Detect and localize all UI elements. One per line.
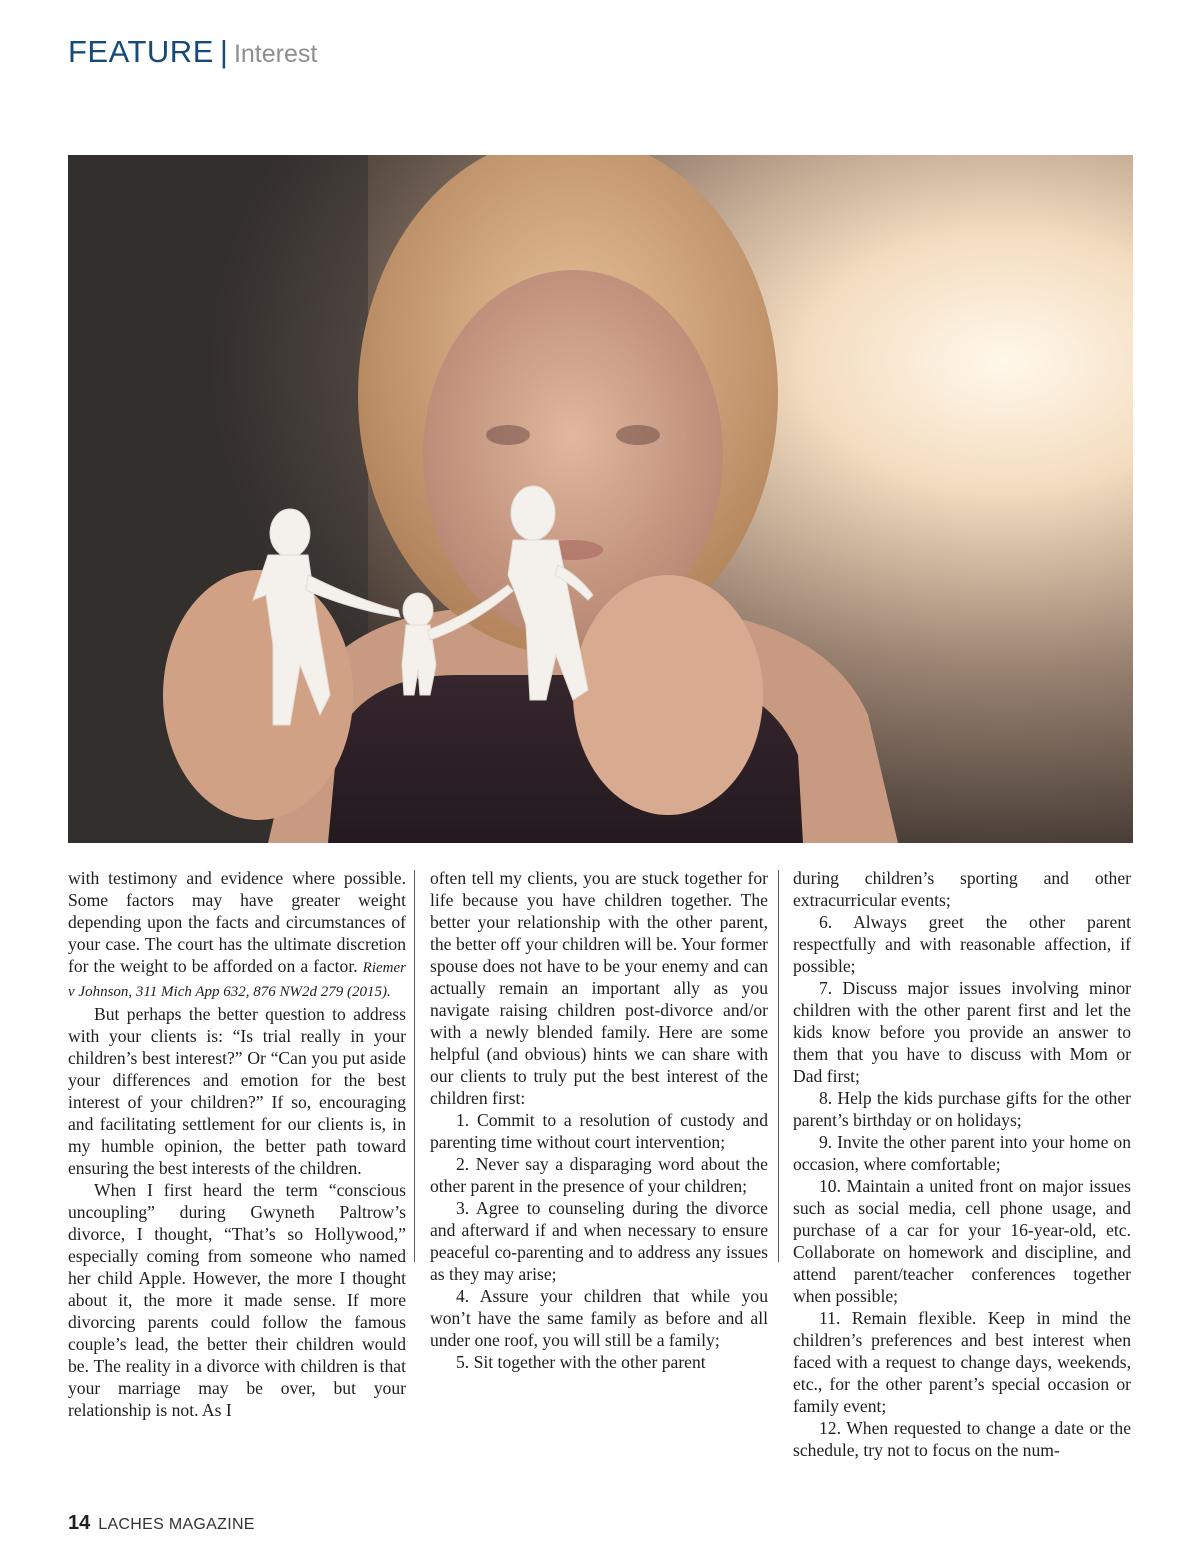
header-separator: |: [219, 34, 228, 69]
magazine-name: LACHES MAGAZINE: [98, 1516, 255, 1533]
feature-photo: [68, 155, 1133, 843]
list-item-3: 3. Agree to counseling during the divorce and afterward if and when necessary to ensure peaceful co-parenting and to address any issues as they may arise;: [430, 1198, 768, 1284]
list-item-8: 8. Help the kids purchase gifts for the other parent’s birthday or on holidays;: [793, 1088, 1131, 1130]
section-subtitle: Interest: [233, 40, 318, 68]
list-item-2: 2. Never say a disparaging word about the other parent in the presence of your children;: [430, 1154, 768, 1196]
list-item-5: 5. Sit together with the other parent: [456, 1352, 706, 1372]
list-item-11: 11. Remain flexible. Keep in mind the children’s preferences and best interest when faced with a request to change days, weekends, etc., for the other parent’s special occasion or family event;: [793, 1308, 1131, 1416]
column1-paragraph-1-text: with testimony and evidence where possible. Some factors may have greater weight depending upon the facts and circumstances of your case. The court has the ultimate discretion for the weight to be afforded on a factor.: [68, 868, 406, 976]
list-item-10: 10. Maintain a united front on major issues such as social media, cell phone usage, and purchase of a car for your 16-year-old, etc. Collaborate on homework and discipline, and attend parent/teacher conferences together when possible;: [793, 1176, 1131, 1306]
section-title: FEATURE: [68, 34, 214, 69]
text-column-1: [68, 867, 406, 1421]
case-citation: Riemer v Johnson, 311 Mich App 632, 876 NW2d 279 (2015).: [68, 960, 406, 1000]
column1-paragraph-2: But perhaps the better question to address with your clients is: “Is trial really in your children’s best interest?” Or “Can you put aside your differences and emotion for the best interest of your children?” If so, encouraging and facilitating settlement for our clients is, in my humble opinion, the better path toward ensuring the best interests of the children.: [68, 1004, 406, 1178]
list-item-6: 6. Always greet the other parent respectfully and with reasonable affection, if possible;: [793, 912, 1131, 976]
column1-paragraph-1: [68, 867, 406, 1003]
page-number: 14: [68, 1512, 91, 1534]
section-header: [68, 30, 317, 76]
list-item-4: 4. Assure your children that while you won’t have the same family as before and all under one roof, you will still be a family;: [430, 1286, 768, 1350]
column1-paragraph-3: When I first heard the term “conscious uncoupling” during Gwyneth Paltrow’s divorce, I thought, “That’s so Hollywood,” especially coming from someone who named her child Apple. However, the more I thought about it, the more it made sense. If more divorcing parents could follow the famous couple’s lead, the better their children would be. The reality in a divorce with children is that your marriage may be over, but your relationship is not. As I: [68, 1180, 406, 1420]
column3-paragraph-1: during children’s sporting and other extracurricular events;: [793, 868, 1131, 910]
text-column-2: [430, 867, 768, 1373]
column-divider-2: [778, 870, 779, 1262]
list-item-7: 7. Discuss major issues involving minor children with the other parent first and let the kids know before you provide an answer to them that you have to discuss with Mom or Dad first;: [793, 978, 1131, 1086]
column-divider-1: [414, 870, 415, 1262]
page-footer: [68, 1512, 255, 1535]
list-item-12: 12. When requested to change a date or the schedule, try not to focus on the num-: [793, 1418, 1131, 1460]
list-item-1: 1. Commit to a resolution of custody and parenting time without court intervention;: [430, 1110, 768, 1152]
list-item-9: 9. Invite the other parent into your home on occasion, where comfortable;: [793, 1132, 1131, 1174]
text-column-3: [793, 867, 1131, 1461]
child-holding-paper-family-photo-icon: [68, 155, 1133, 843]
column2-paragraph-1: often tell my clients, you are stuck together for life because you have children together. The better your relationship with the other parent, the better off your children will be. Your former spouse does not have to be your enemy and can actually remain an important ally as you navigate raising children post-divorce and/or with a newly blended family. Here are some helpful (and obvious) hints we can share with our clients to truly put the best interest of the children first:: [430, 868, 768, 1108]
